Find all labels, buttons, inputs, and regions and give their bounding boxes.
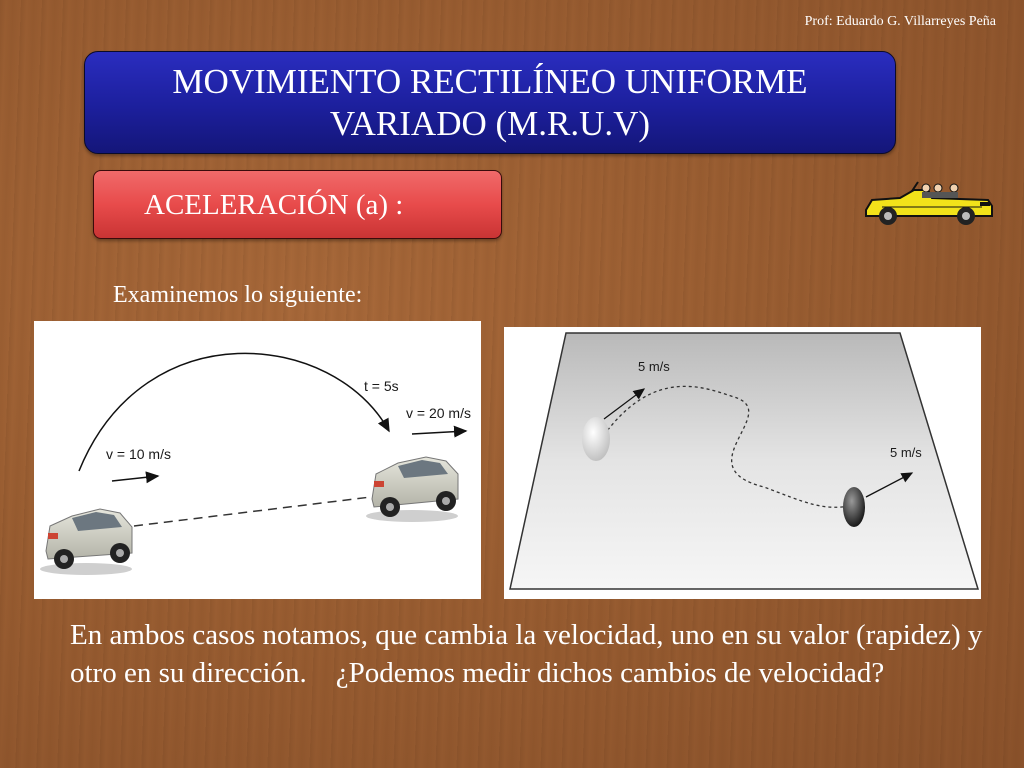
label-time: t = 5s (364, 378, 399, 394)
car-end (366, 457, 458, 522)
slide-title-line-1: MOVIMIENTO RECTILÍNEO UNIFORME (172, 61, 808, 101)
label-v-end: 5 m/s (890, 445, 922, 460)
acceleration-heading: ACELERACIÓN (a) : (93, 170, 502, 239)
slide-title-line-2: VARIADO (M.R.U.V) (329, 103, 651, 143)
author-credit: Prof: Eduardo G. Villarreyes Peña (804, 14, 996, 29)
conclusion-question: ¿Podemos medir dichos cambios de velocidad? (335, 657, 885, 689)
ball-start (582, 417, 610, 461)
conclusion-part-1: En ambos casos notamos, que cambia la velocidad, uno en su valor (rapidez) y otro en su dirección. (70, 619, 983, 689)
ball-end (843, 487, 865, 527)
yellow-car-icon (862, 180, 996, 228)
arrow-v-final (412, 431, 466, 434)
car-acceleration-figure (34, 321, 481, 599)
surface-plane (510, 333, 978, 589)
arrow-v-initial (112, 476, 158, 481)
ball-direction-diagram (504, 327, 981, 599)
road-dashed-line (134, 496, 379, 526)
label-v-initial: v = 10 m/s (106, 446, 171, 462)
conclusion-text (70, 616, 990, 692)
intro-text: Examinemos lo siguiente: (113, 282, 363, 308)
label-v-start: 5 m/s (638, 359, 670, 374)
ball-direction-figure (504, 327, 981, 599)
slide-title-box (84, 51, 896, 154)
car-start (40, 509, 132, 575)
label-v-final: v = 20 m/s (406, 405, 471, 421)
car-acceleration-diagram (34, 321, 481, 599)
